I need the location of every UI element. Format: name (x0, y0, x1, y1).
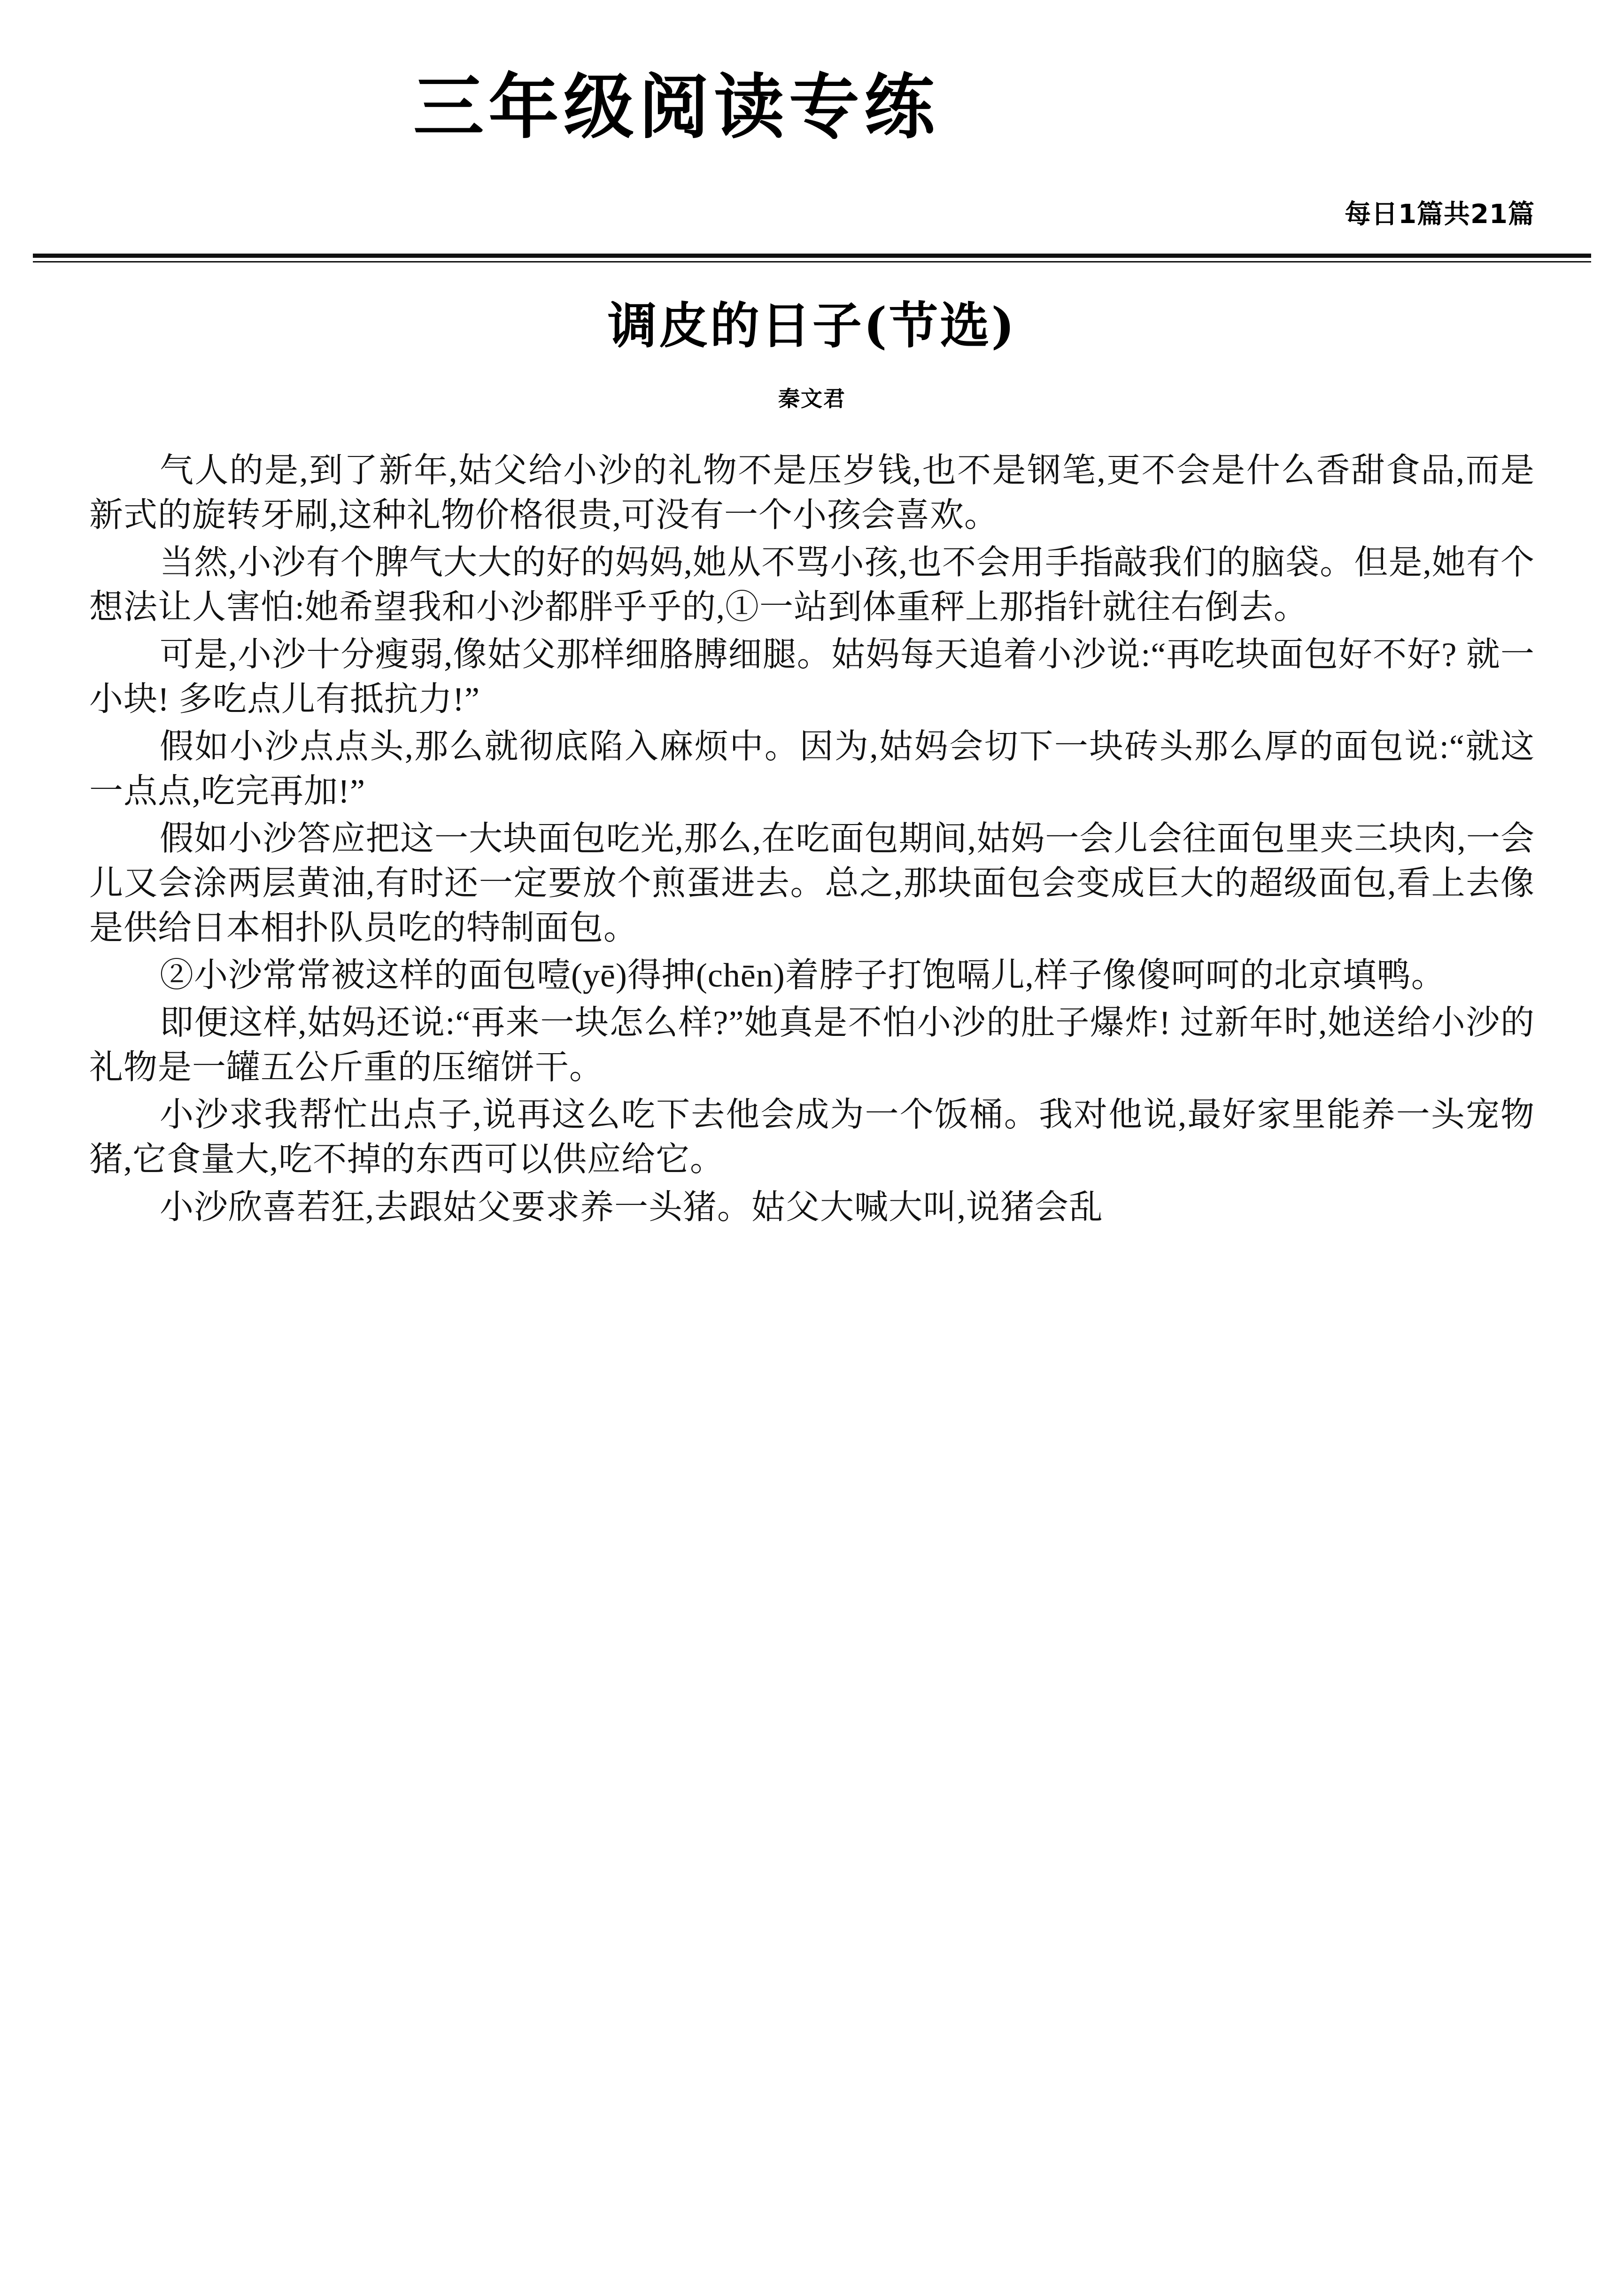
paragraph: 假如小沙点点头,那么就彻底陷入麻烦中。因为,姑妈会切下一块砖头那么厚的面包说:“就这一点点,吃完再加!” (89, 728, 1535, 810)
article-title: 调皮的日子(节选) (607, 296, 1017, 355)
page-header (89, 0, 1535, 230)
paragraph-underlined: ②小沙常常被这样的面包噎(yē)得抻(chēn)着脖子打饱嗝儿,样子像傻呵呵的北京填鸭。 (160, 957, 1446, 995)
header-divider-thick (33, 254, 1591, 258)
paragraph: 可是,小沙十分瘦弱,像姑父那样细胳膊细腿。姑妈每天追着小沙说:“再吃块面包好不好? 就一小块! 多吃点儿有抵抗力!” (89, 636, 1535, 718)
worksheet-subtitle: 每日1篇共21篇 (1345, 199, 1535, 230)
paragraph: 当然,小沙有个脾气大大的好的妈妈,她从不骂小孩,也不会用手指敲我们的脑袋。但是,她有个想法让人害怕:她希望我和小沙都胖乎乎的,①一站到体重秤上那指针就往右倒去。 (89, 544, 1535, 626)
article-body (89, 448, 1535, 1230)
paragraph: 即便这样,姑妈还说:“再来一块怎么样?”她真是不怕小沙的肚子爆炸! 过新年时,她送给小沙的礼物是一罐五公斤重的压缩饼干。 (89, 1004, 1535, 1087)
header-divider-thin (33, 261, 1591, 262)
article (89, 286, 1535, 1230)
article-author: 秦文君 (778, 386, 846, 411)
paragraph: 小沙求我帮忙出点子,说再这么吃下去他会成为一个饭桶。我对他说,最好家里能养一头宠物猪,它食量大,吃不掉的东西可以供应给它。 (89, 1096, 1535, 1179)
paragraph: 小沙欣喜若狂,去跟姑父要求养一头猪。姑父大喊大叫,说猪会乱 (160, 1188, 1104, 1226)
worksheet-title: 三年级阅读专练 (413, 66, 940, 148)
paragraph: 气人的是,到了新年,姑父给小沙的礼物不是压岁钱,也不是钢笔,更不会是什么香甜食品,而是新式的旋转牙刷,这种礼物价格很贵,可没有一个小孩会喜欢。 (89, 452, 1535, 534)
paragraph: 假如小沙答应把这一大块面包吃光,那么,在吃面包期间,姑妈一会儿会往面包里夹三块肉,一会儿又会涂两层黄油,有时还一定要放个煎蛋进去。总之,那块面包会变成巨大的超级面包,看上去像是供给日本相扑队员吃的特制面包。 (89, 820, 1535, 947)
